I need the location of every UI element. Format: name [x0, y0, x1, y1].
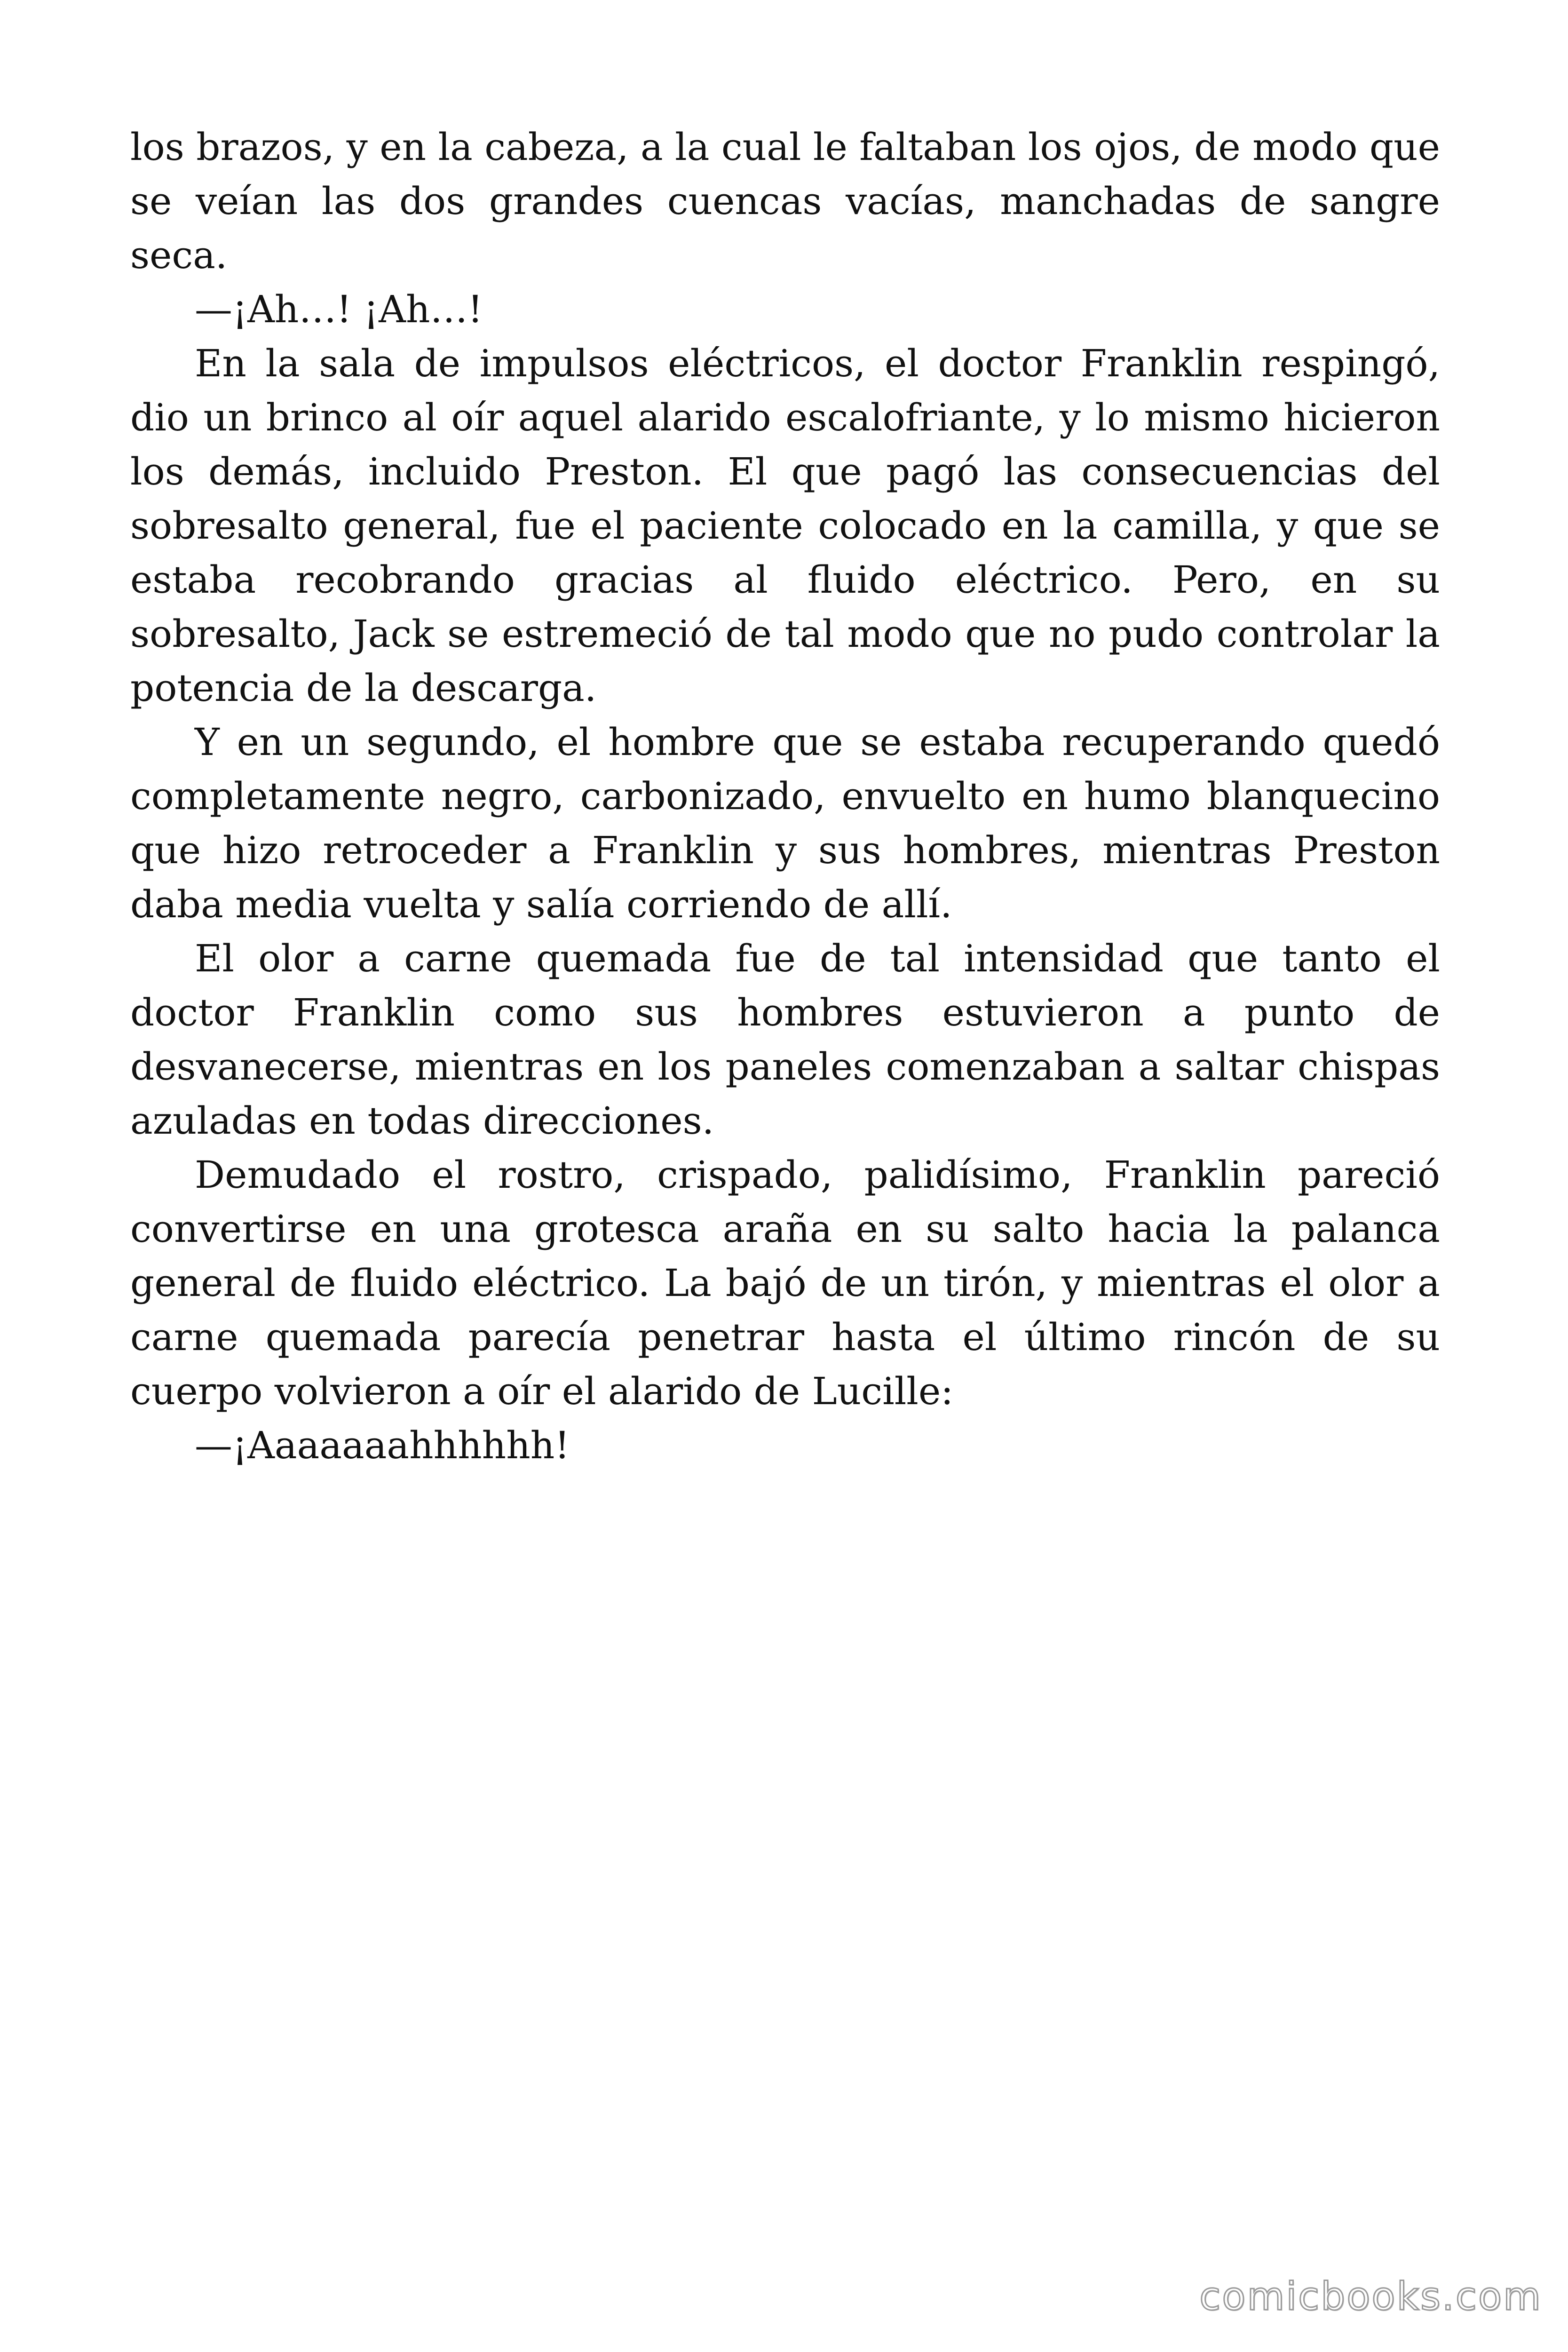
paragraph-2: —¡Ah…! ¡Ah…! [195, 287, 483, 331]
page-body [130, 120, 1440, 1472]
paragraph-3: En la sala de impulsos eléctricos, el doctor Franklin respingó, dio un brinco al oír aquel alarido escalofriante, y lo mismo hicieron los demás, incluido Preston. El que pagó las consecuencias del sobresalto general, fue el paciente colocado en la camilla, y que se estaba recobrando gracias al fluido eléctrico. Pero, en su sobresalto, Jack se estremeció de tal modo que no pudo controlar la potencia de la descarga. [130, 342, 1440, 710]
paragraph-5: El olor a carne quemada fue de tal intensidad que tanto el doctor Franklin como sus hombres estuvieron a punto de desvanecerse, mientras en los paneles comenzaban a saltar chispas azuladas en todas direcciones. [130, 937, 1440, 1143]
paragraph-1: los brazos, y en la cabeza, a la cual le faltaban los ojos, de modo que se veían las dos grandes cuencas vacías, manchadas de sangre seca. [130, 125, 1440, 277]
paragraph-7: —¡Aaaaaaahhhhhh! [195, 1423, 570, 1467]
paragraph-6: Demudado el rostro, crispado, palidísimo, Franklin pareció convertirse en una grotesca araña en su salto hacia la palanca general de fluido eléctrico. La bajó de un tirón, y mientras el olor a carne quemada parecía penetrar hasta el último rincón de su cuerpo volvieron a oír el alarido de Lucille: [130, 1153, 1440, 1413]
watermark-logo: comicbooks.com [1199, 2274, 1542, 2319]
paragraph-4: Y en un segundo, el hombre que se estaba recuperando quedó completamente negro, carbonizado, envuelto en humo blanquecino que hizo retroceder a Franklin y sus hombres, mientras Preston daba media vuelta y salía corriendo de allí. [130, 720, 1440, 926]
